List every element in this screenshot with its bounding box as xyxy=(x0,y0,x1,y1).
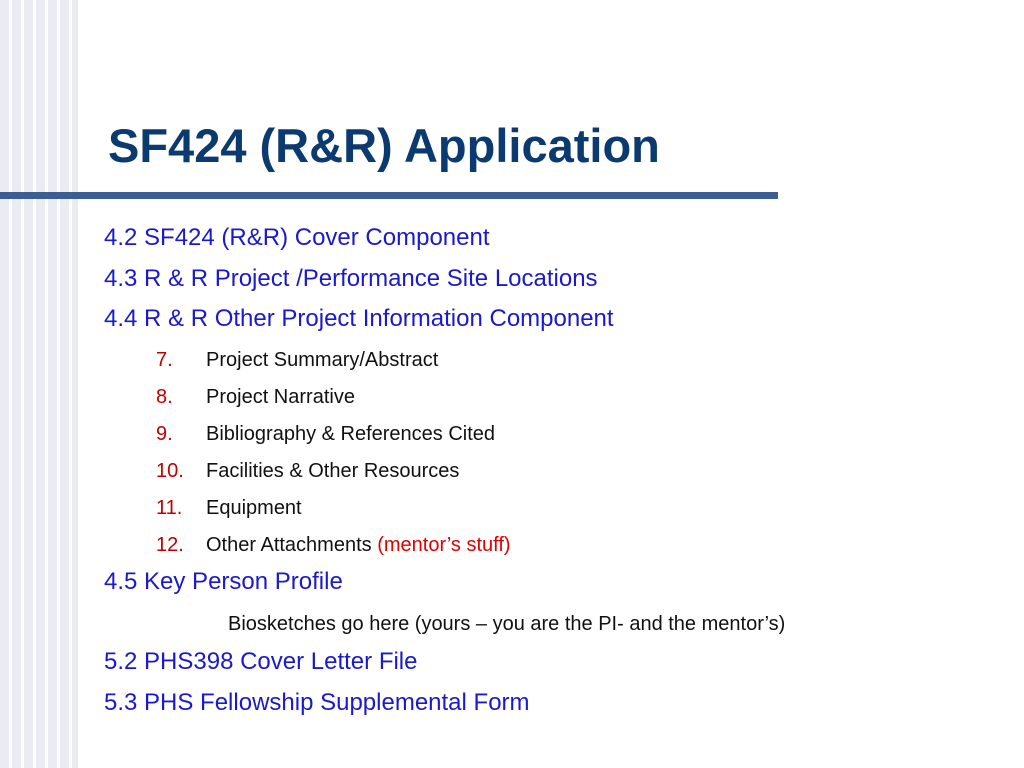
decorative-stripes xyxy=(0,0,78,768)
sub-item-11 xyxy=(104,490,1004,527)
sub-item-8 xyxy=(104,379,1004,416)
sub-item-7 xyxy=(104,342,1004,379)
sub-item-9-number: 9. xyxy=(156,422,173,445)
section-4-3-text: 4.3 R & R Project /Performance Site Locations xyxy=(104,264,598,292)
sub-item-11-number: 11. xyxy=(156,496,183,519)
sub-item-7-text: Project Summary/Abstract xyxy=(206,348,439,371)
sub-item-10 xyxy=(104,453,1004,490)
sub-item-10-text: Facilities & Other Resources xyxy=(206,459,460,482)
biosketch-note xyxy=(104,604,1004,644)
sub-item-11-text: Equipment xyxy=(206,496,302,519)
sub-item-12-number: 12. xyxy=(156,533,184,556)
title-underline-rule xyxy=(0,192,778,199)
sub-item-8-number: 8. xyxy=(156,385,173,408)
sub-item-8-text: Project Narrative xyxy=(206,385,355,408)
section-4-4-item xyxy=(104,301,1004,342)
sub-item-12 xyxy=(104,527,1004,564)
slide-title: SF424 (R&R) Application xyxy=(108,119,660,172)
sub-item-10-number: 10. xyxy=(156,459,184,482)
sub-item-9-text: Bibliography & References Cited xyxy=(206,422,496,445)
biosketch-note-text: Biosketches go here (yours – you are the PI- and the mentor’s) xyxy=(228,613,786,635)
section-4-3-item xyxy=(104,261,1004,302)
section-5-3-text: 5.3 PHS Fellowship Supplemental Form xyxy=(104,688,530,716)
section-5-3-item xyxy=(104,685,1004,726)
section-4-5-item xyxy=(104,564,1004,605)
mentor-note: (mentor’s stuff) xyxy=(377,533,511,556)
section-4-2-item xyxy=(104,220,1004,261)
sub-item-12-text: Other Attachments xyxy=(206,533,372,556)
slide-content xyxy=(104,220,1004,725)
sub-item-9 xyxy=(104,416,1004,453)
section-5-2-item xyxy=(104,644,1004,685)
section-5-2-text: 5.2 PHS398 Cover Letter File xyxy=(104,648,418,675)
section-4-5-text: 4.5 Key Person Profile xyxy=(104,567,343,595)
section-4-2-text: 4.2 SF424 (R&R) Cover Component xyxy=(104,224,490,251)
sub-item-7-number: 7. xyxy=(156,348,173,371)
section-4-4-text: 4.4 R & R Other Project Information Component xyxy=(104,305,614,332)
